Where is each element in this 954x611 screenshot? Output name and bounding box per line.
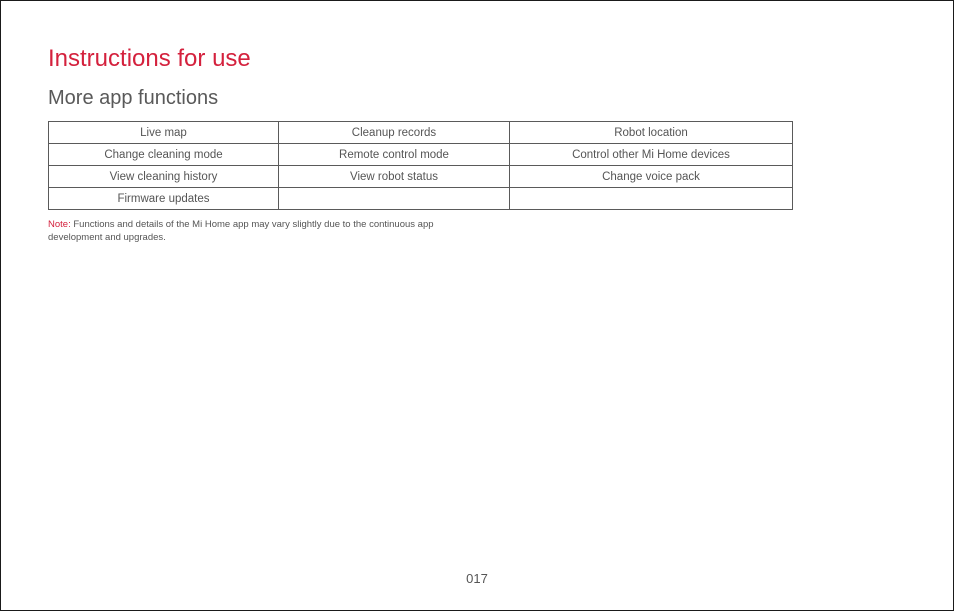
- table-row: [49, 166, 793, 188]
- page-number: 017: [466, 571, 488, 586]
- table-cell: Cleanup records: [279, 122, 510, 144]
- section-heading: More app functions: [48, 87, 219, 109]
- table-cell: Change voice pack: [510, 166, 793, 188]
- table-cell: Control other Mi Home devices: [510, 144, 793, 166]
- note: [48, 218, 488, 244]
- table-row: [49, 144, 793, 166]
- table-cell: Change cleaning mode: [49, 144, 279, 166]
- note-text: Functions and details of the Mi Home app may vary slightly due to the continuous app development and upgrades.: [48, 219, 434, 243]
- table-cell: [279, 188, 510, 210]
- table-row: [49, 188, 793, 210]
- app-functions-table: [48, 121, 793, 210]
- table-cell: View robot status: [279, 166, 510, 188]
- table-cell: View cleaning history: [49, 166, 279, 188]
- table-cell: Robot location: [510, 122, 793, 144]
- table-row: [49, 122, 793, 144]
- page-title: Instructions for use: [48, 45, 251, 72]
- note-label: Note:: [48, 219, 71, 230]
- table-cell: Remote control mode: [279, 144, 510, 166]
- table-cell: Live map: [49, 122, 279, 144]
- table-cell: [510, 188, 793, 210]
- table-cell: Firmware updates: [49, 188, 279, 210]
